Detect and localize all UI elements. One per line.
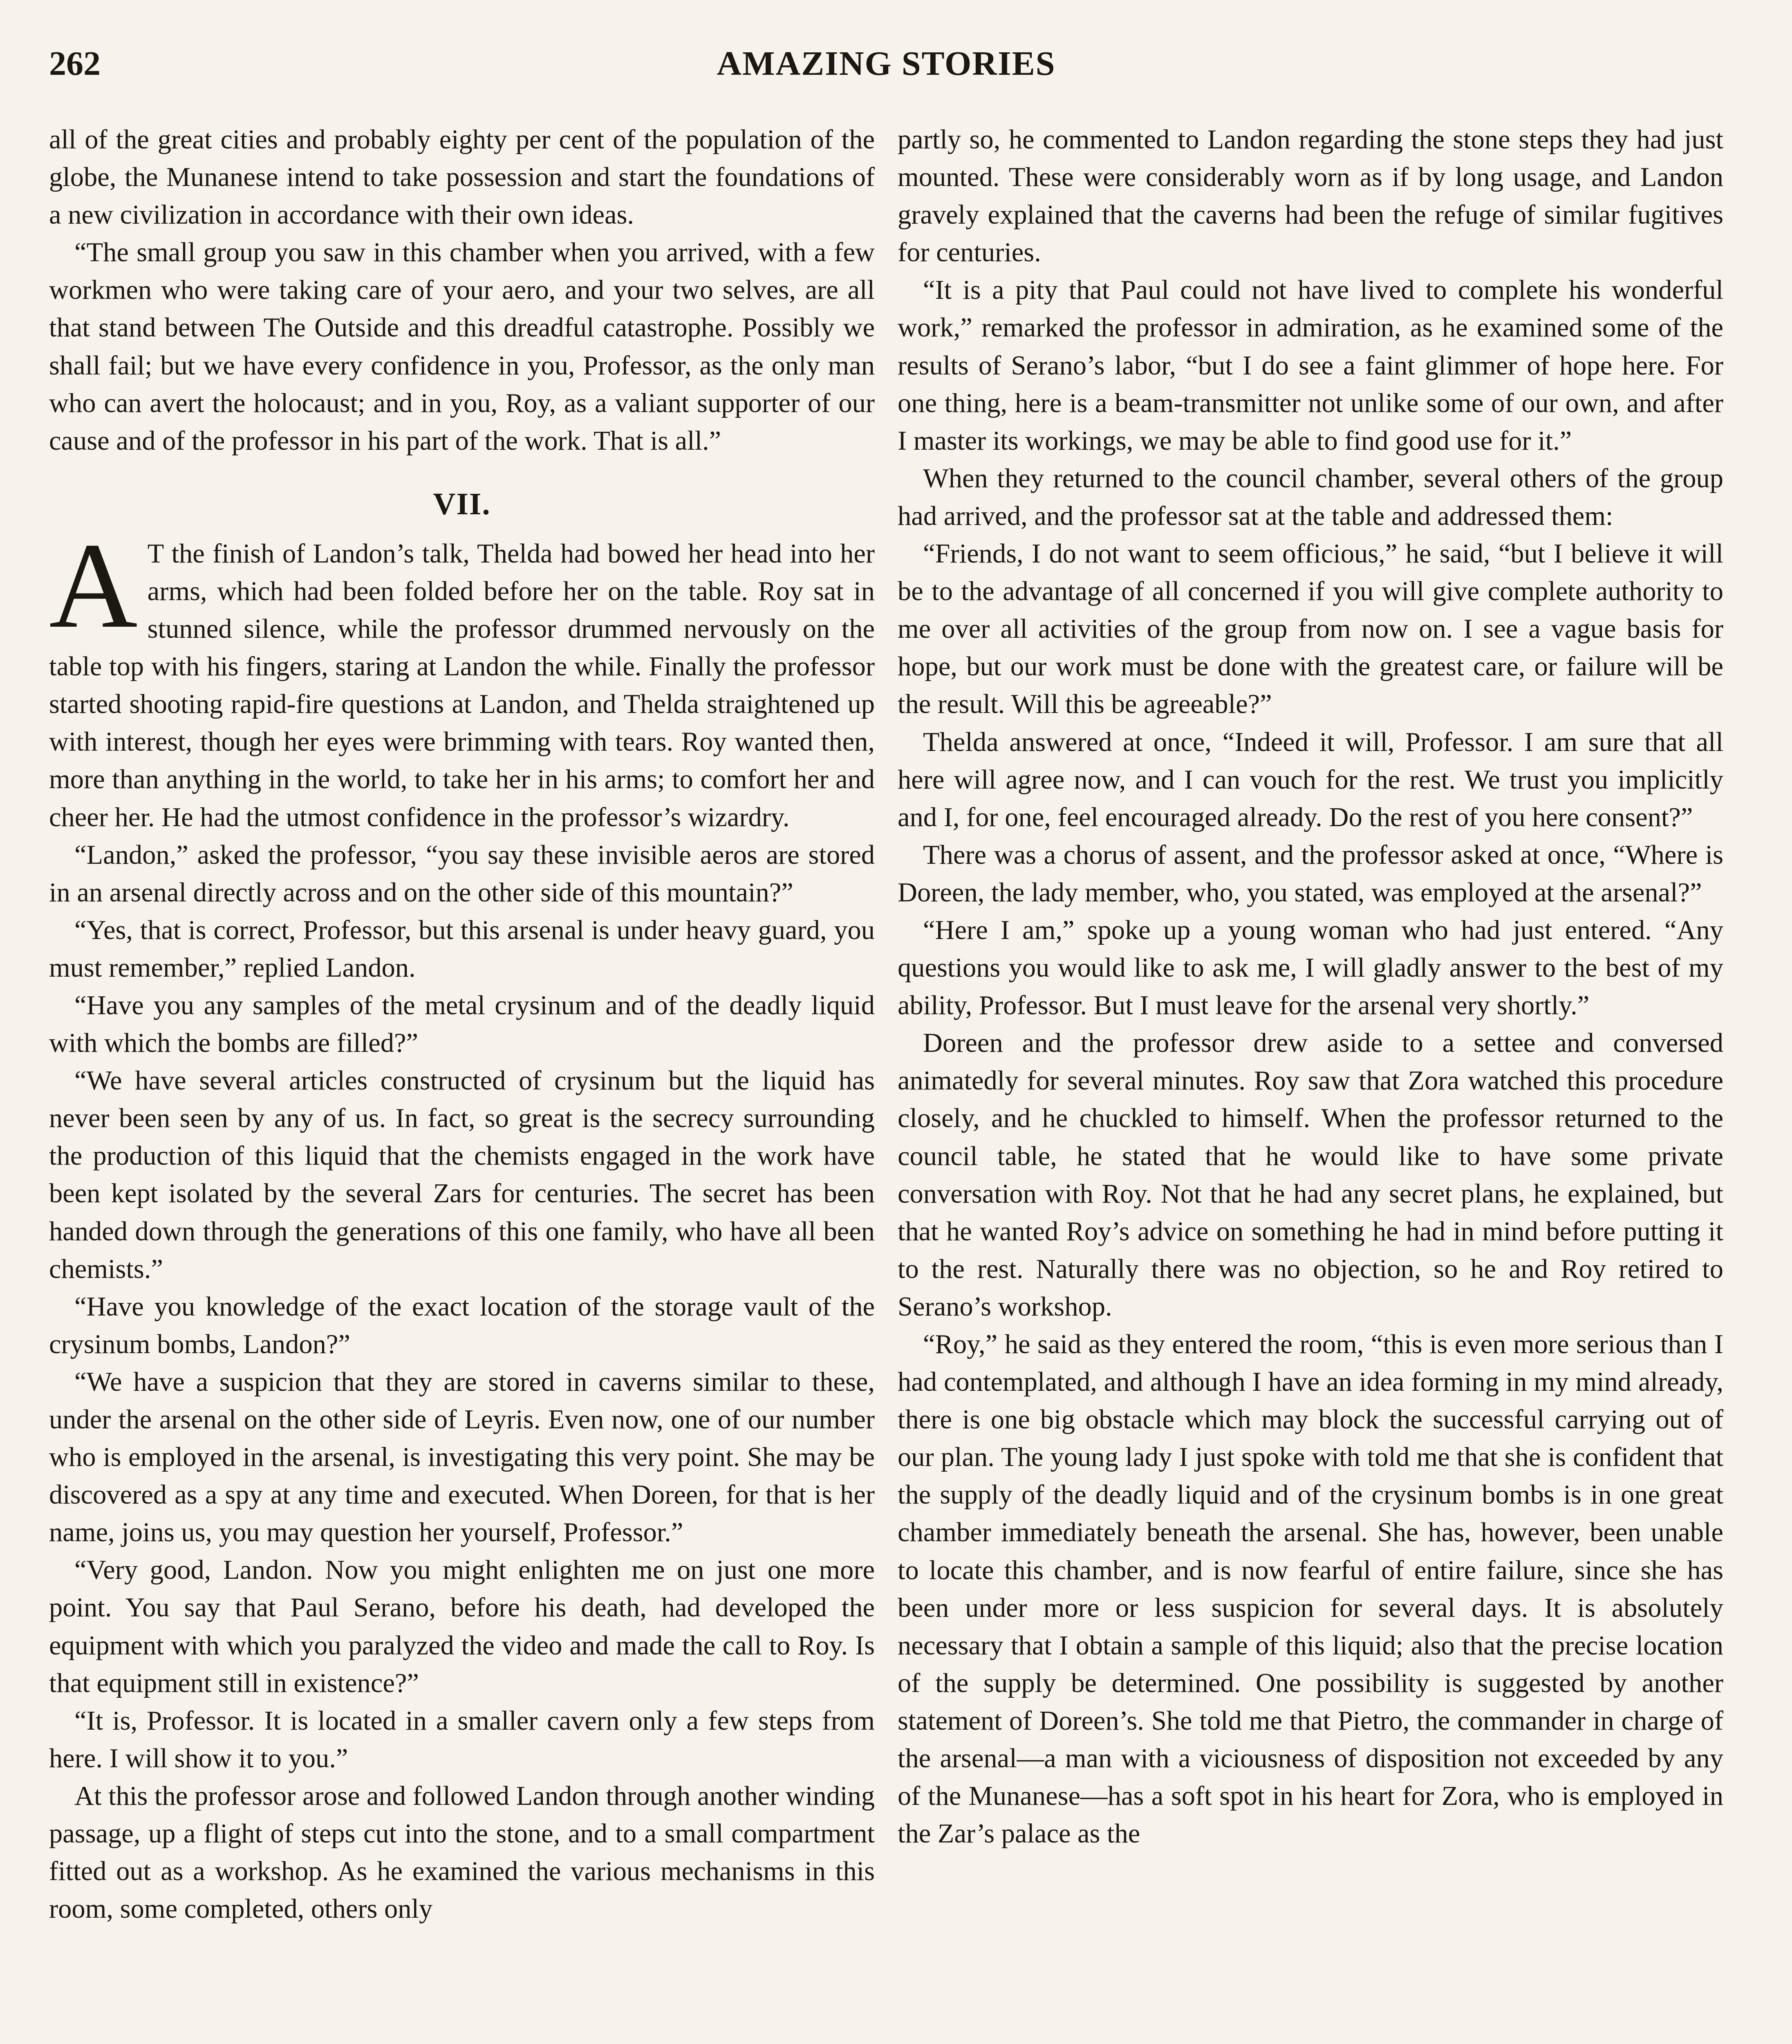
paragraph: “We have several articles constructed of crysinum but the liquid has never been seen by any of us. In fact, so great is the secrecy surrounding the production of this liquid that the chemists engaged in the work have been kept isolated by the several Zars for centuries. The secret has been handed down through the generations of this one family, who have all been chemists.” bbox=[49, 1066, 875, 1284]
chapter-opening-paragraph bbox=[49, 517, 875, 836]
paragraph: “It is a pity that Paul could not have lived to complete his wonderful work,” remarked the professor in admiration, as he examined some of the results of Serano’s labor, “but I do see a faint glimmer of hope here. For one thing, here is a beam-transmitter not unlike some of our own, and after I master its workings, we may be able to find good use for it.” bbox=[898, 275, 1723, 456]
paragraph: “Friends, I do not want to seem officious,” he said, “but I believe it will be to the advantage of all concerned if you will give complete authority to me over all activities of the group from now on. I see a vague basis for hope, but our work must be done with the greatest care, or failure will be the result. Will this be agreeable?” bbox=[898, 539, 1723, 719]
paragraph: Thelda answered at once, “Indeed it will, Professor. I am sure that all here will agree now, and I can vouch for the rest. We trust you implicitly and I, for one, feel encouraged already. Do the rest of you here consent?” bbox=[898, 727, 1723, 832]
paragraph-text: T the finish of Landon’s talk, Thelda had bowed her head into her arms, which had been folded before her on the table. Roy sat in stunned silence, while the professor drummed nervously on the table top with his fingers, staring at Landon the while. Finally the professor started shooting rapid-fire questions at Landon, and Thelda straightened up with interest, though her eyes were brimming with tears. Roy wanted then, more than anything in the world, to take her in his arms; to comfort her and cheer her. He had the utmost confidence in the professor’s wizardry. bbox=[49, 538, 875, 832]
left-column bbox=[49, 121, 875, 1928]
paragraph: “It is, Professor. It is located in a smaller cavern only a few steps from here. I will show it to you.” bbox=[49, 1706, 875, 1773]
paragraph: “Have you knowledge of the exact location of the storage vault of the crysinum bombs, Landon?” bbox=[49, 1291, 875, 1359]
paragraph: “Very good, Landon. Now you might enlighten me on just one more point. You say that Paul Serano, before his death, had developed the equipment with which you paralyzed the video and made the call to Roy. Is that equipment still in existence?” bbox=[49, 1555, 875, 1698]
paragraph: At this the professor arose and followed Landon through another winding passage, up a flight of steps cut into the stone, and to a small compartment fitted out as a workshop. As he examined the various mechanisms in this room, some completed, others only bbox=[49, 1781, 875, 1924]
page-number: 262 bbox=[49, 45, 101, 83]
section-heading: VII. bbox=[433, 486, 491, 521]
paragraph: “Yes, that is correct, Professor, but this arsenal is under heavy guard, you must remember,” replied Landon. bbox=[49, 915, 875, 983]
drop-cap: A bbox=[49, 517, 138, 653]
paragraph: “Have you any samples of the metal crysinum and of the deadly liquid with which the bombs are filled?” bbox=[49, 990, 875, 1058]
running-title: AMAZING STORIES bbox=[717, 45, 1056, 83]
paragraph: “Landon,” asked the professor, “you say these invisible aeros are stored in an arsenal directly across and on the other side of this mountain?” bbox=[49, 840, 875, 908]
paragraph: “Here I am,” spoke up a young woman who had just entered. “Any questions you would like to ask me, I will gladly answer to the best of my ability, Professor. But I must leave for the arsenal very shortly.” bbox=[898, 915, 1723, 1021]
paragraph: Doreen and the professor drew aside to a settee and conversed animatedly for several minutes. Roy saw that Zora watched this procedure closely, and he chuckled to himself. When the professor returned to the council table, he stated that he would like to have some private conversation with Roy. Not that he had any secret plans, he explained, but that he wanted Roy’s advice on something he had in mind before putting it to the rest. Naturally there was no objection, so he and Roy retired to Serano’s workshop. bbox=[898, 1028, 1723, 1322]
right-column bbox=[898, 121, 1723, 1928]
paragraph: “The small group you saw in this chamber when you arrived, with a few workmen who were taking care of your aero, and your two selves, are all that stand between The Outside and this dreadful catastrophe. Possibly we shall fail; but we have every confidence in you, Professor, as the only man who can avert the holocaust; and in you, Roy, as a valiant supporter of our cause and of the professor in his part of the work. That is all.” bbox=[49, 238, 875, 456]
paragraph: “We have a suspicion that they are stored in caverns similar to these, under the arsenal on the other side of Leyris. Even now, one of our number who is employed in the arsenal, is investigating this very point. She may be discovered as a spy at any time and executed. When Doreen, for that is her name, joins us, you may question her yourself, Professor.” bbox=[49, 1367, 875, 1548]
paragraph: all of the great cities and probably eighty per cent of the population of the globe, the Munanese intend to take possession and start the foundations of a new civilization in accordance with their own ideas. bbox=[49, 125, 875, 230]
paragraph: There was a chorus of assent, and the professor asked at once, “Where is Doreen, the lady member, who, you stated, was employed at the arsenal?” bbox=[898, 840, 1723, 908]
running-head bbox=[49, 39, 1723, 88]
paragraph: partly so, he commented to Landon regarding the stone steps they had just mounted. These were considerably worn as if by long usage, and Landon gravely explained that the caverns had been the refuge of similar fugitives for centuries. bbox=[898, 125, 1723, 268]
paragraph: When they returned to the council chamber, several others of the group had arrived, and the professor sat at the table and addressed them: bbox=[898, 463, 1723, 531]
paragraph: “Roy,” he said as they entered the room, “this is even more serious than I had contemplated, and although I have an idea forming in my mind already, there is one big obstacle which may block the successful carrying out of our plan. The young lady I just spoke with told me that she is confident that the supply of the deadly liquid and of the crysinum bombs is in one great chamber immediately beneath the arsenal. She has, however, been unable to locate this chamber, and is now fearful of entire failure, since she has been under more or less suspicion for several days. It is absolutely necessary that I obtain a sample of this liquid; also that the precise location of the supply be determined. One possibility is suggested by another statement of Doreen’s. She told me that Pietro, the commander in charge of the arsenal—a man with a viciousness of disposition not exceeded by any of the Munanese—has a soft spot in his heart for Zora, who is employed in the Zar’s palace as the bbox=[898, 1329, 1723, 1849]
text-columns bbox=[49, 121, 1723, 1928]
